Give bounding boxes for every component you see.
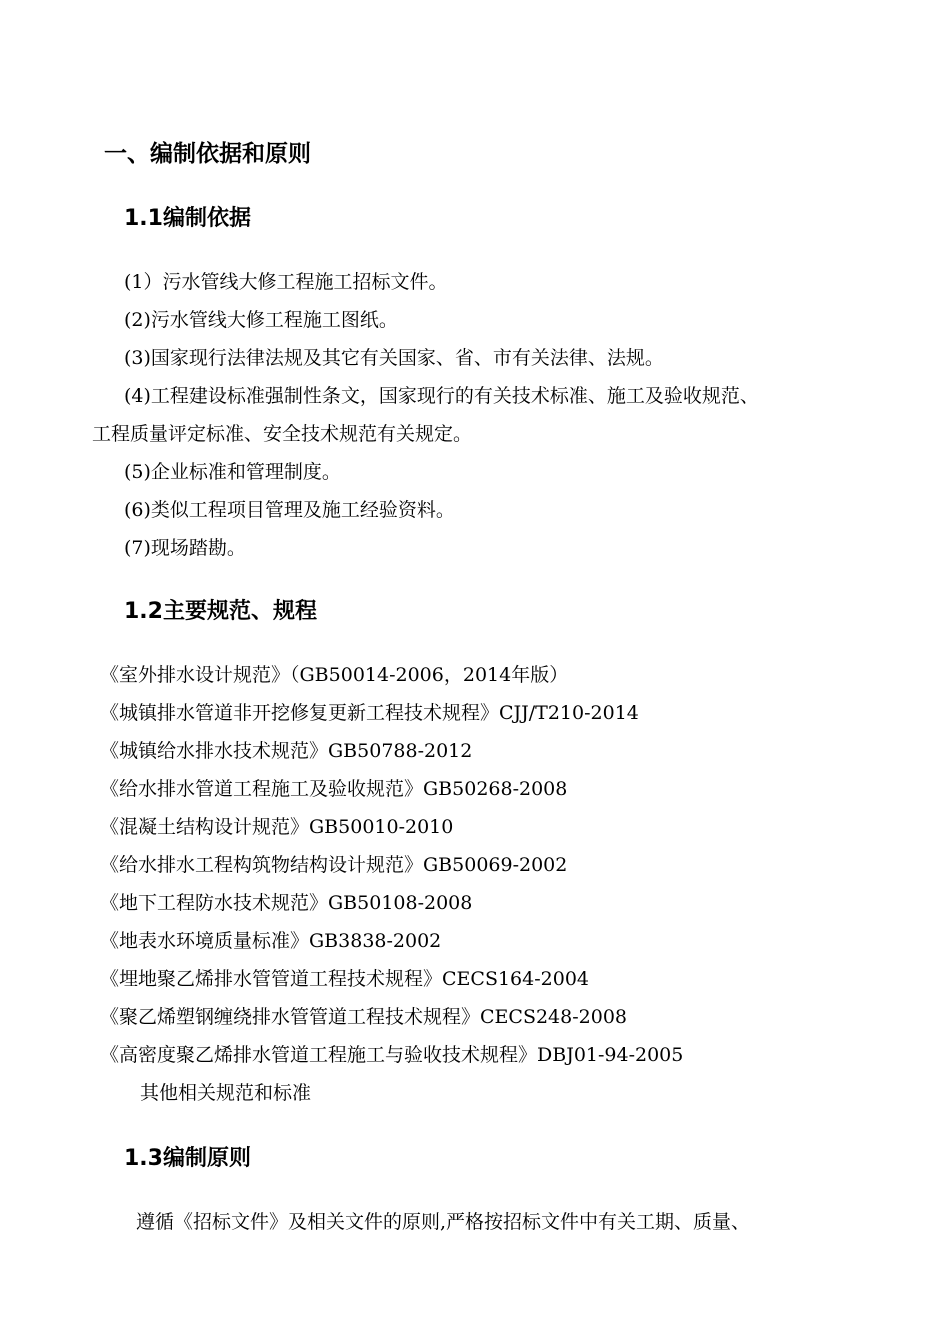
- basis-item-4-continued: 工程质量评定标准、安全技术规范有关规定。: [92, 423, 473, 445]
- standard-item-9: 《埋地聚乙烯排水管管道工程技术规程》CECS164-2004: [100, 968, 590, 990]
- section-1-3-title: 1.3编制原则: [124, 1146, 251, 1171]
- standard-item-2: 《城镇排水管道非开挖修复更新工程技术规程》CJJ/T210-2014: [100, 702, 639, 724]
- standard-item-7: 《地下工程防水技术规范》GB50108-2008: [100, 892, 473, 914]
- basis-item-7: (7)现场踏勘。: [124, 537, 246, 559]
- standard-item-4: 《给水排水管道工程施工及验收规范》GB50268-2008: [100, 778, 568, 800]
- basis-item-4: (4)工程建设标准强制性条文，国家现行的有关技术标准、施工及验收规范、: [124, 385, 759, 407]
- standard-item-1: 《室外排水设计规范》（GB50014-2006，2014年版）: [100, 664, 569, 686]
- standard-item-5: 《混凝土结构设计规范》GB50010-2010: [100, 816, 454, 838]
- basis-item-2: (2)污水管线大修工程施工图纸。: [124, 309, 398, 331]
- standard-item-10: 《聚乙烯塑钢缠绕排水管管道工程技术规程》CECS248-2008: [100, 1006, 628, 1028]
- other-standards: 其他相关规范和标准: [140, 1082, 312, 1104]
- basis-item-5: (5)企业标准和管理制度。: [124, 461, 341, 483]
- basis-item-3: (3)国家现行法律法规及其它有关国家、省、市有关法律、法规。: [124, 347, 664, 369]
- standard-item-11: 《高密度聚乙烯排水管道工程施工与验收技术规程》DBJ01-94-2005: [100, 1044, 684, 1066]
- basis-item-6: (6)类似工程项目管理及施工经验资料。: [124, 499, 455, 521]
- basis-item-1: (1）污水管线大修工程施工招标文件。: [124, 271, 448, 293]
- standard-item-6: 《给水排水工程构筑物结构设计规范》GB50069-2002: [100, 854, 568, 876]
- standard-item-8: 《地表水环境质量标准》GB3838-2002: [100, 930, 442, 952]
- main-heading: 一、编制依据和原则: [104, 141, 311, 167]
- section-1-1-title: 1.1编制依据: [124, 206, 251, 231]
- section-1-2-title: 1.2主要规范、规程: [124, 599, 317, 624]
- principle-paragraph: 遵循《招标文件》及相关文件的原则,严格按招标文件中有关工期、质量、: [136, 1211, 751, 1233]
- standard-item-3: 《城镇给水排水技术规范》GB50788-2012: [100, 740, 473, 762]
